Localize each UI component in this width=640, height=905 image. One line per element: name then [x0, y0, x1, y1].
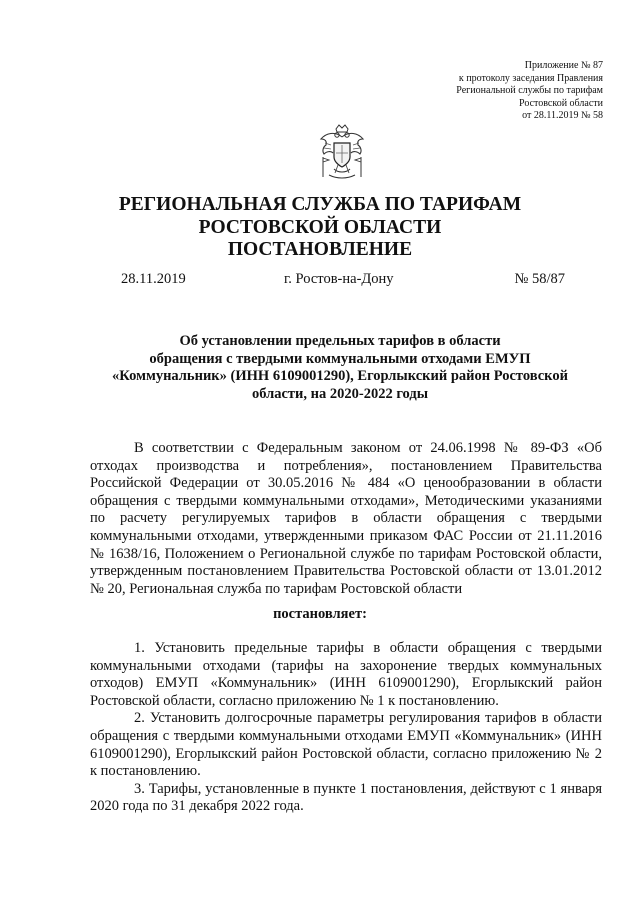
appendix-line: Приложение № 87 [524, 60, 603, 71]
subject-line: Об установлении предельных тарифов в области [179, 333, 501, 349]
document-date: 28.11.2019 [121, 271, 186, 287]
resolution-items [90, 640, 602, 816]
appendix-note [456, 60, 603, 123]
coat-of-arms-icon [317, 123, 367, 183]
subject-line: обращения с твердыми коммунальными отходами ЕМУП [149, 350, 531, 367]
appendix-line: Ростовской области [519, 97, 603, 109]
appendix-line: Региональной службы по тарифам [456, 85, 603, 97]
resolution-item: 2. Установить долгосрочные параметры регулирования тарифов в области обращения с твердыми коммунальными отходами ЕМУП «Коммунальник» (ИНН 6109001290), Егорлыкский район Ростовской области, согласно приложению № 2 к постановлению. [90, 710, 602, 780]
subject-line: области, на 2020-2022 годы [251, 385, 429, 402]
resolution-item: 3. Тарифы, установленные в пункте 1 постановления, действуют с 1 января 2020 года по 31 декабря 2022 года. [90, 780, 602, 815]
preamble-section [90, 440, 602, 598]
subject-line: «Коммунальник» (ИНН 6109001290), Егорлыкский район Ростовской [112, 368, 568, 384]
document-subject [60, 333, 620, 403]
preamble-paragraph: В соответствии с Федеральным законом от 24.06.1998 № 89-ФЗ «Об отходах производства и потребления», постановлением Правительства Российской Федерации от 30.05.2016 № 484 «О ценообразовании в области обращения с твердыми коммунальными отходами», Методическими указаниями по расчету регулируемых тарифов в области обращения с твердыми коммунальными отходами, утвержденными приказом ФАС России от 21.11.2016 № 1638/16, Положением о Региональной службе по тарифам Ростовской области, утвержденным постановлением Правительства Ростовской области от 13.01.2012 № 20, Региональная служба по тарифам Ростовской области [90, 440, 602, 597]
document-type: ПОСТАНОВЛЕНИЕ [227, 239, 413, 260]
organization-line: РЕГИОНАЛЬНАЯ СЛУЖБА ПО ТАРИФАМ [118, 194, 522, 215]
resolution-heading: постановляет: [273, 606, 367, 622]
document-place: г. Ростов-на-Дону [284, 271, 394, 287]
organization-title [0, 193, 640, 239]
document-number: № 58/87 [514, 271, 565, 287]
resolution-item: 1. Установить предельные тарифы в области обращения с твердыми коммунальными отходами (тарифы на захоронение твердых коммунальных отходов) ЕМУП «Коммунальник» (ИНН 6109001290), Егорлыкский район Ростовской области, согласно приложению № 1 к постановлению. [90, 640, 602, 709]
appendix-line: к протоколу заседания Правления [458, 72, 603, 84]
organization-line: РОСТОВСКОЙ ОБЛАСТИ [198, 217, 442, 238]
appendix-line: от 28.11.2019 № 58 [522, 110, 603, 122]
